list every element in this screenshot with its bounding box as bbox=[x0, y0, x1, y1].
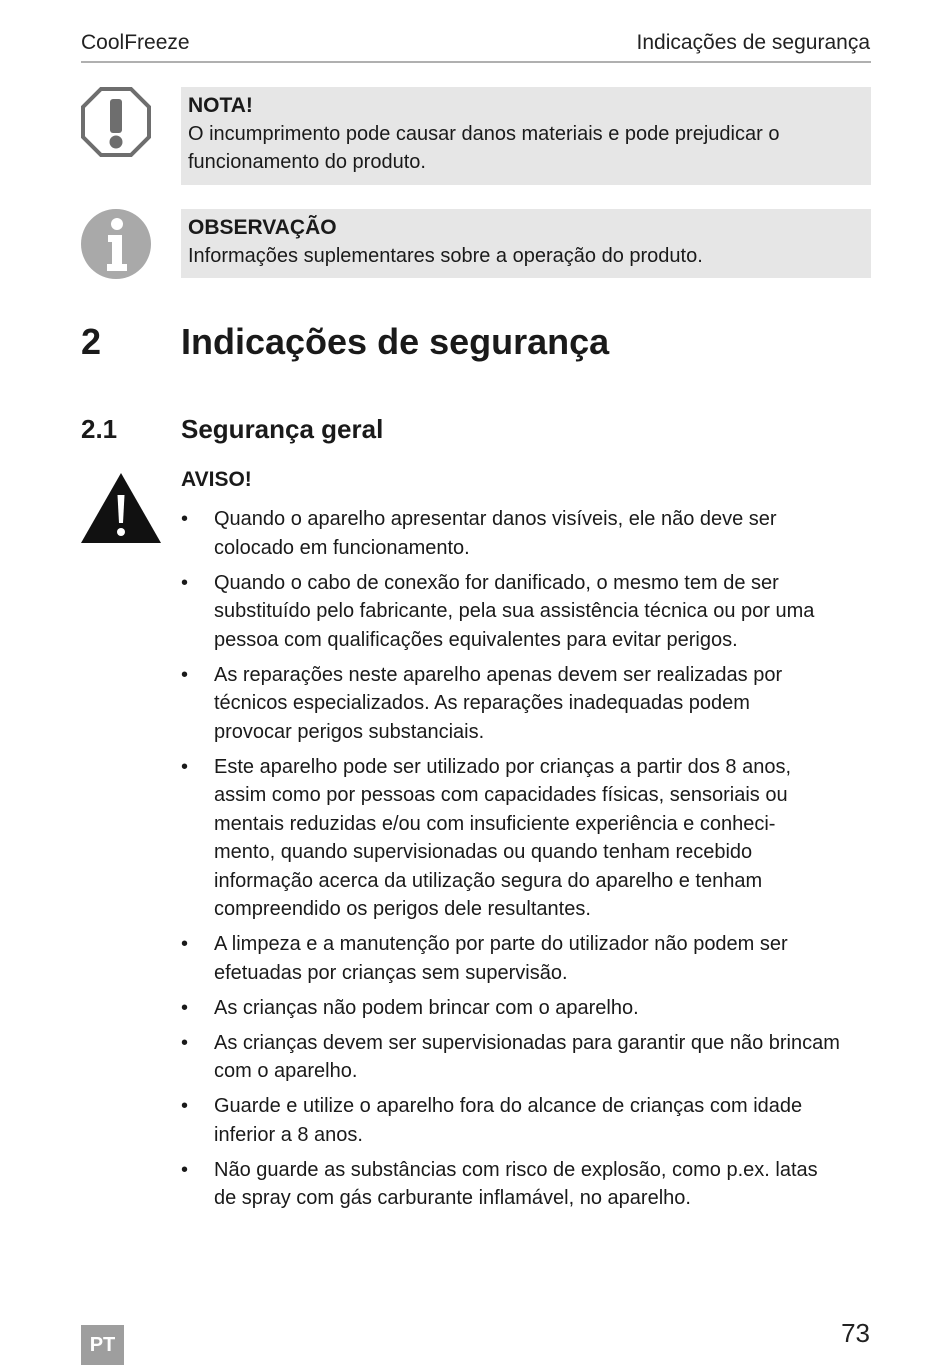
bullet-marker: • bbox=[181, 1158, 189, 1181]
header-section-title: Indicações de segurança bbox=[636, 31, 870, 54]
warning-title: AVISO! bbox=[181, 468, 252, 491]
warning-triangle-icon bbox=[80, 471, 162, 544]
warning-item-line: pessoa com qualificações equivalentes para evitar perigos. bbox=[214, 628, 738, 651]
warning-item-line: assim como por pessoas com capacidades físicas, sensoriais ou bbox=[214, 784, 788, 806]
warning-item-line: As crianças não podem brincar com o aparelho. bbox=[214, 996, 639, 1019]
bullet-marker: • bbox=[181, 663, 189, 686]
bullet-marker: • bbox=[181, 508, 189, 530]
notice-octagon-icon bbox=[80, 86, 152, 158]
warning-list-item bbox=[181, 505, 871, 562]
subsection-number: 2.1 bbox=[81, 414, 118, 444]
bullet-marker: • bbox=[181, 571, 189, 594]
warning-item-line: Quando o cabo de conexão for danificado, o mesmo tem de ser bbox=[214, 571, 779, 594]
warning-list bbox=[181, 505, 871, 1219]
warning-item-line: Quando o aparelho apresentar danos visíveis, ele não deve ser bbox=[214, 508, 777, 530]
nota-text-line1: O incumprimento pode causar danos materiais e pode prejudicar o bbox=[188, 123, 780, 145]
bullet-marker: • bbox=[181, 996, 189, 1019]
warning-list-item bbox=[181, 1029, 871, 1086]
header-divider bbox=[81, 61, 871, 63]
section-title: Indicações de segurança bbox=[181, 321, 610, 362]
bullet-marker: • bbox=[181, 1031, 189, 1054]
warning-item-line: compreendido os perigos dele resultantes. bbox=[214, 898, 591, 920]
info-icon bbox=[80, 208, 152, 280]
warning-item-line: Este aparelho pode ser utilizado por crianças a partir dos 8 anos, bbox=[214, 755, 792, 778]
warning-list-item bbox=[181, 569, 871, 655]
warning-list-item bbox=[181, 930, 871, 987]
warning-item-line: substituído pelo fabricante, pela sua assistência técnica ou por uma bbox=[214, 600, 815, 622]
warning-item-line: técnicos especializados. As reparações inadequadas podem bbox=[214, 692, 750, 714]
warning-list-item bbox=[181, 1156, 871, 1213]
nota-text-line2: funcionamento do produto. bbox=[188, 151, 426, 173]
warning-list-item bbox=[181, 753, 871, 924]
section-number: 2 bbox=[81, 321, 102, 362]
nota-title: NOTA! bbox=[188, 94, 253, 117]
warning-list-item bbox=[181, 1092, 871, 1149]
warning-item-line: efetuadas por crianças sem supervisão. bbox=[214, 961, 568, 984]
nota-box bbox=[181, 87, 871, 185]
observacao-title: OBSERVAÇÃO bbox=[188, 216, 337, 239]
page-number: 73 bbox=[841, 1318, 870, 1348]
header-product-name: CoolFreeze bbox=[81, 31, 190, 54]
warning-item-line: inferior a 8 anos. bbox=[214, 1123, 363, 1146]
warning-item-line: As crianças devem ser supervisionadas para garantir que não brincam bbox=[214, 1031, 840, 1054]
warning-list-item bbox=[181, 994, 871, 1023]
warning-item-line: provocar perigos substanciais. bbox=[214, 720, 485, 743]
warning-item-line: colocado em funcionamento. bbox=[214, 536, 470, 559]
subsection-title: Segurança geral bbox=[181, 414, 384, 444]
bullet-marker: • bbox=[181, 755, 189, 778]
warning-item-line: mento, quando supervisionadas ou quando tenham recebido bbox=[214, 841, 753, 863]
warning-item-line: A limpeza e a manutenção por parte do utilizador não podem ser bbox=[214, 933, 788, 955]
bullet-marker: • bbox=[181, 933, 189, 955]
bullet-marker: • bbox=[181, 1095, 189, 1117]
observacao-text: Informações suplementares sobre a operação do produto. bbox=[188, 245, 703, 267]
warning-item-line: Não guarde as substâncias com risco de explosão, como p.ex. latas bbox=[214, 1158, 818, 1181]
observacao-box bbox=[181, 209, 871, 278]
warning-item-line: com o aparelho. bbox=[214, 1060, 358, 1082]
warning-item-line: de spray com gás carburante inflamável, no aparelho. bbox=[214, 1187, 691, 1209]
warning-item-line: Guarde e utilize o aparelho fora do alcance de crianças com idade bbox=[214, 1095, 803, 1117]
language-badge: PT bbox=[81, 1325, 124, 1365]
warning-item-line: mentais reduzidas e/ou com insuficiente experiência e conheci- bbox=[214, 812, 776, 835]
warning-list-item bbox=[181, 661, 871, 747]
warning-item-line: As reparações neste aparelho apenas devem ser realizadas por bbox=[214, 663, 783, 686]
warning-item-line: informação acerca da utilização segura do aparelho e tenham bbox=[214, 869, 763, 892]
